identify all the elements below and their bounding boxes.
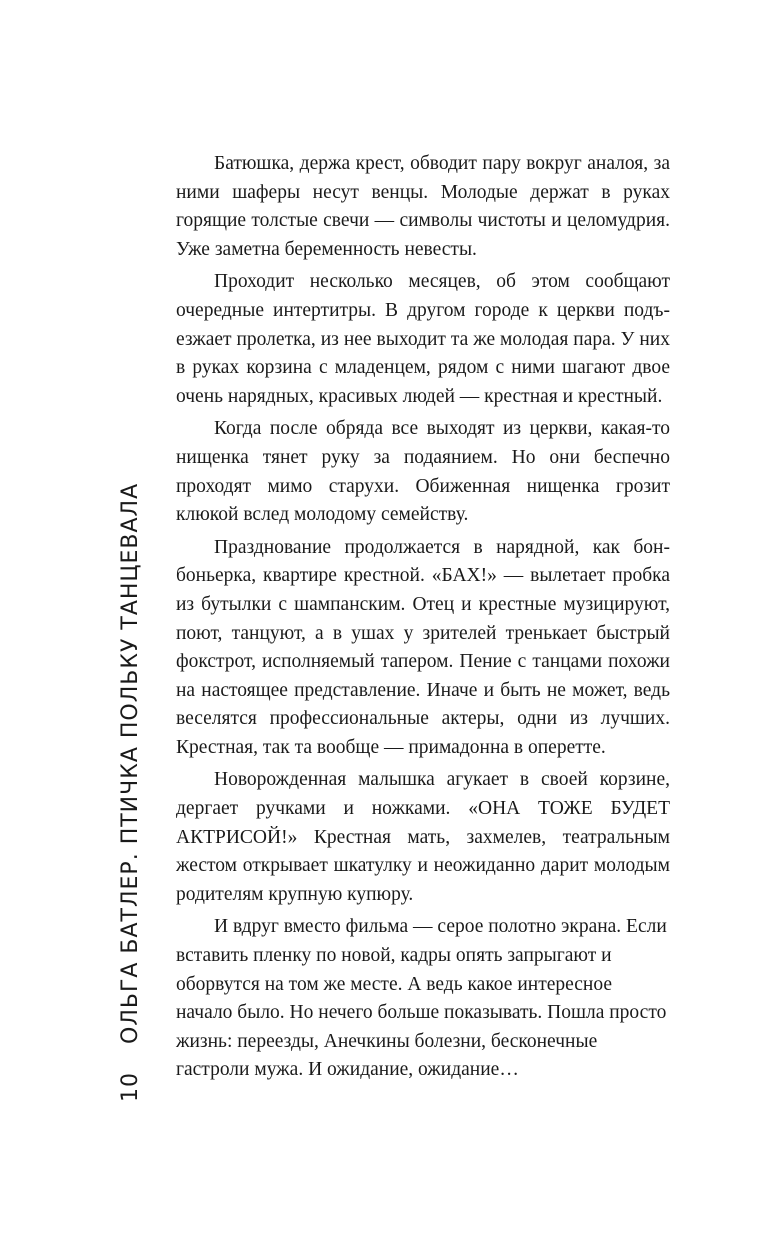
book-title: ОЛЬГА БАТЛЕР. ПТИЧКА ПОЛЬКУ ТАНЦЕВАЛА <box>118 482 143 1044</box>
paragraph-6: И вдруг вместо фильма — серое полотно экрана. Если вставить пленку по новой, кадры опять запрыгают и оборвутся на том же месте. А ведь какое интересное начало было. Но нечего больше показывать. Пошла просто жизнь: переезды, Анечкины болезни, бесконечные гастроли мужа. И ожидание, ожидание… <box>176 916 667 1081</box>
paragraph-5: Новорожденная малышка агукает в своей корзине, дергает ручками и ножками. «ОНА ТОЖЕ БУДЕТ АКТРИСОЙ!» Крестная мать, захмелев, театральным жестом открывает шкатулку и неожиданно дарит молодым родителям крупную купюру. <box>176 769 670 905</box>
paragraph-2: Проходит несколько месяцев, об этом сообщают очередные интертитры. В другом городе к церкви подъезжает пролетка, из нее выходит та же молодая пара. У них в руках корзина с младенцем, рядом с ними шагают двое очень нарядных, красивых людей — крестная и крестный. <box>176 271 670 407</box>
running-head <box>118 483 143 1102</box>
body-text <box>176 150 670 1089</box>
paragraph-4: Празднование продолжается в нарядной, как бонбоньерка, квартире крестной. «БАХ!» — вылетает пробка из бутылки с шампанским. Отец и крестные музицируют, поют, танцуют, а в ушах у зрителей тренькает быстрый фокстрот, исполняемый тапером. Пение с танцами похожи на настоящее представление. Иначе и быть не может, ведь веселятся профессиональные актеры, одни из лучших. Крестная, так та вообще — примадонна в оперетте. <box>176 536 670 758</box>
page-number: 10 <box>118 1072 143 1102</box>
paragraph-1: Батюшка, держа крест, обводит пару вокруг аналоя, за ними шаферы несут венцы. Молодые держат в руках горящие толстые свечи — символы чистоты и целомудрия. Уже заметна беременность невесты. <box>176 153 670 260</box>
paragraph-3: Когда после обряда все выходят из церкви, какая-то нищенка тянет руку за подаянием. Но они беспечно проходят мимо старухи. Обиженная нищенка грозит клюкой вслед молодому семейству. <box>176 418 670 526</box>
